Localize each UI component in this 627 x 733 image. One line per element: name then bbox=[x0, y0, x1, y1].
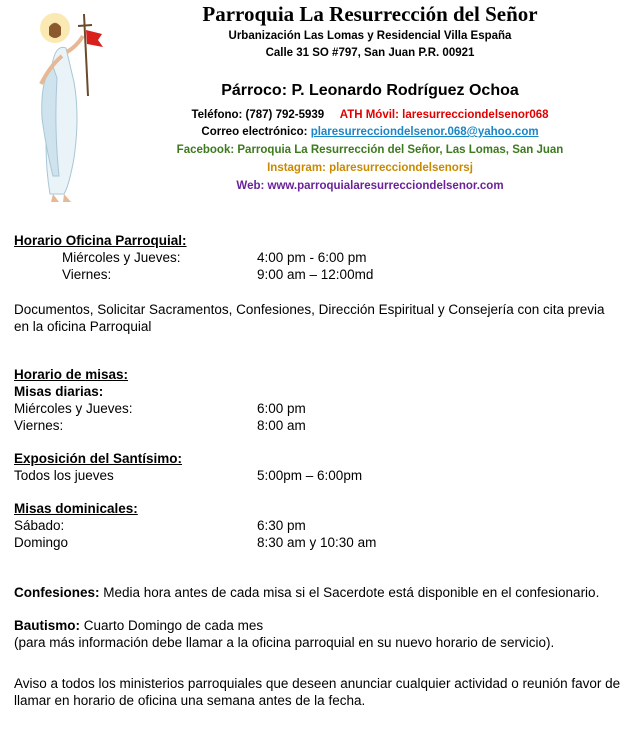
baptism-label: Bautismo: bbox=[14, 618, 81, 633]
sunday-mass-day-1: Sábado: bbox=[14, 518, 65, 533]
instagram-line: Instagram: plaresurrecciondelsenorsj bbox=[267, 162, 473, 174]
notice-line-2: llamar en horario de oficina una semana antes de la fecha. bbox=[14, 693, 366, 708]
daily-mass-heading: Misas diarias: bbox=[14, 384, 104, 399]
office-time-2: 9:00 am – 12:00md bbox=[257, 267, 374, 282]
baptism-line bbox=[14, 618, 263, 634]
email-line bbox=[120, 126, 620, 138]
sunday-mass-time-2: 8:30 am y 10:30 am bbox=[257, 535, 377, 550]
exposition-heading: Exposición del Santísimo: bbox=[14, 451, 183, 466]
office-day-1: Miércoles y Jueves: bbox=[62, 250, 181, 265]
risen-christ-image bbox=[22, 8, 108, 206]
notice-line-1: Aviso a todos los ministerios parroquiales que deseen anunciar cualquier actividad o reunión favor de bbox=[14, 676, 621, 691]
sunday-mass-day-2: Domingo bbox=[14, 535, 69, 550]
office-note-line-2: en la oficina Parroquial bbox=[14, 319, 152, 334]
confessions-text: Media hora antes de cada misa si el Sacerdote está disponible en el confesionario. bbox=[99, 585, 600, 600]
baptism-text: Cuarto Domingo de cada mes bbox=[80, 618, 264, 633]
address-line-2: Calle 31 SO #797, San Juan P.R. 00921 bbox=[265, 47, 475, 59]
confessions-label: Confesiones: bbox=[14, 585, 100, 600]
address-line-1: Urbanización Las Lomas y Residencial Villa España bbox=[228, 30, 512, 42]
office-day-2: Viernes: bbox=[62, 267, 112, 282]
facebook-line: Facebook: Parroquia La Resurrección del Señor, Las Lomas, San Juan bbox=[176, 144, 564, 156]
bulletin-header bbox=[0, 0, 627, 205]
office-note-line-1: Documentos, Solicitar Sacramentos, Confesiones, Dirección Espiritual y Consejería con cita previa bbox=[14, 302, 605, 317]
daily-mass-time-1: 6:00 pm bbox=[257, 401, 306, 416]
exposition-time: 5:00pm – 6:00pm bbox=[257, 468, 363, 483]
daily-mass-time-2: 8:00 am bbox=[257, 418, 306, 433]
daily-mass-day-2: Viernes: bbox=[14, 418, 64, 433]
sunday-mass-time-1: 6:30 pm bbox=[257, 518, 306, 533]
pastor-name: Párroco: P. Leonardo Rodríguez Ochoa bbox=[221, 82, 519, 99]
daily-mass-day-1: Miércoles y Jueves: bbox=[14, 401, 133, 416]
exposition-day: Todos los jueves bbox=[14, 468, 114, 483]
email-link[interactable]: plaresurrecciondelsenor.068@yahoo.com bbox=[310, 126, 539, 138]
ath-movil: ATH Móvil: laresurrecciondelsenor068 bbox=[339, 109, 549, 121]
email-label: Correo electrónico: bbox=[201, 126, 308, 138]
office-time-1: 4:00 pm - 6:00 pm bbox=[257, 250, 367, 265]
phone: Teléfono: (787) 792-5939 bbox=[191, 109, 325, 121]
web-line: Web: www.parroquialaresurrecciondelsenor.com bbox=[236, 180, 504, 192]
mass-schedule-heading: Horario de misas: bbox=[14, 367, 129, 382]
baptism-note: (para más información debe llamar a la oficina parroquial en su nuevo horario de servicio). bbox=[14, 635, 555, 650]
confessions-line bbox=[14, 585, 599, 601]
parish-name: Parroquia La Resurrección del Señor bbox=[202, 2, 538, 26]
office-hours-heading: Horario Oficina Parroquial: bbox=[14, 233, 187, 248]
sunday-mass-heading: Misas dominicales: bbox=[14, 501, 138, 516]
phone-line bbox=[120, 109, 620, 121]
